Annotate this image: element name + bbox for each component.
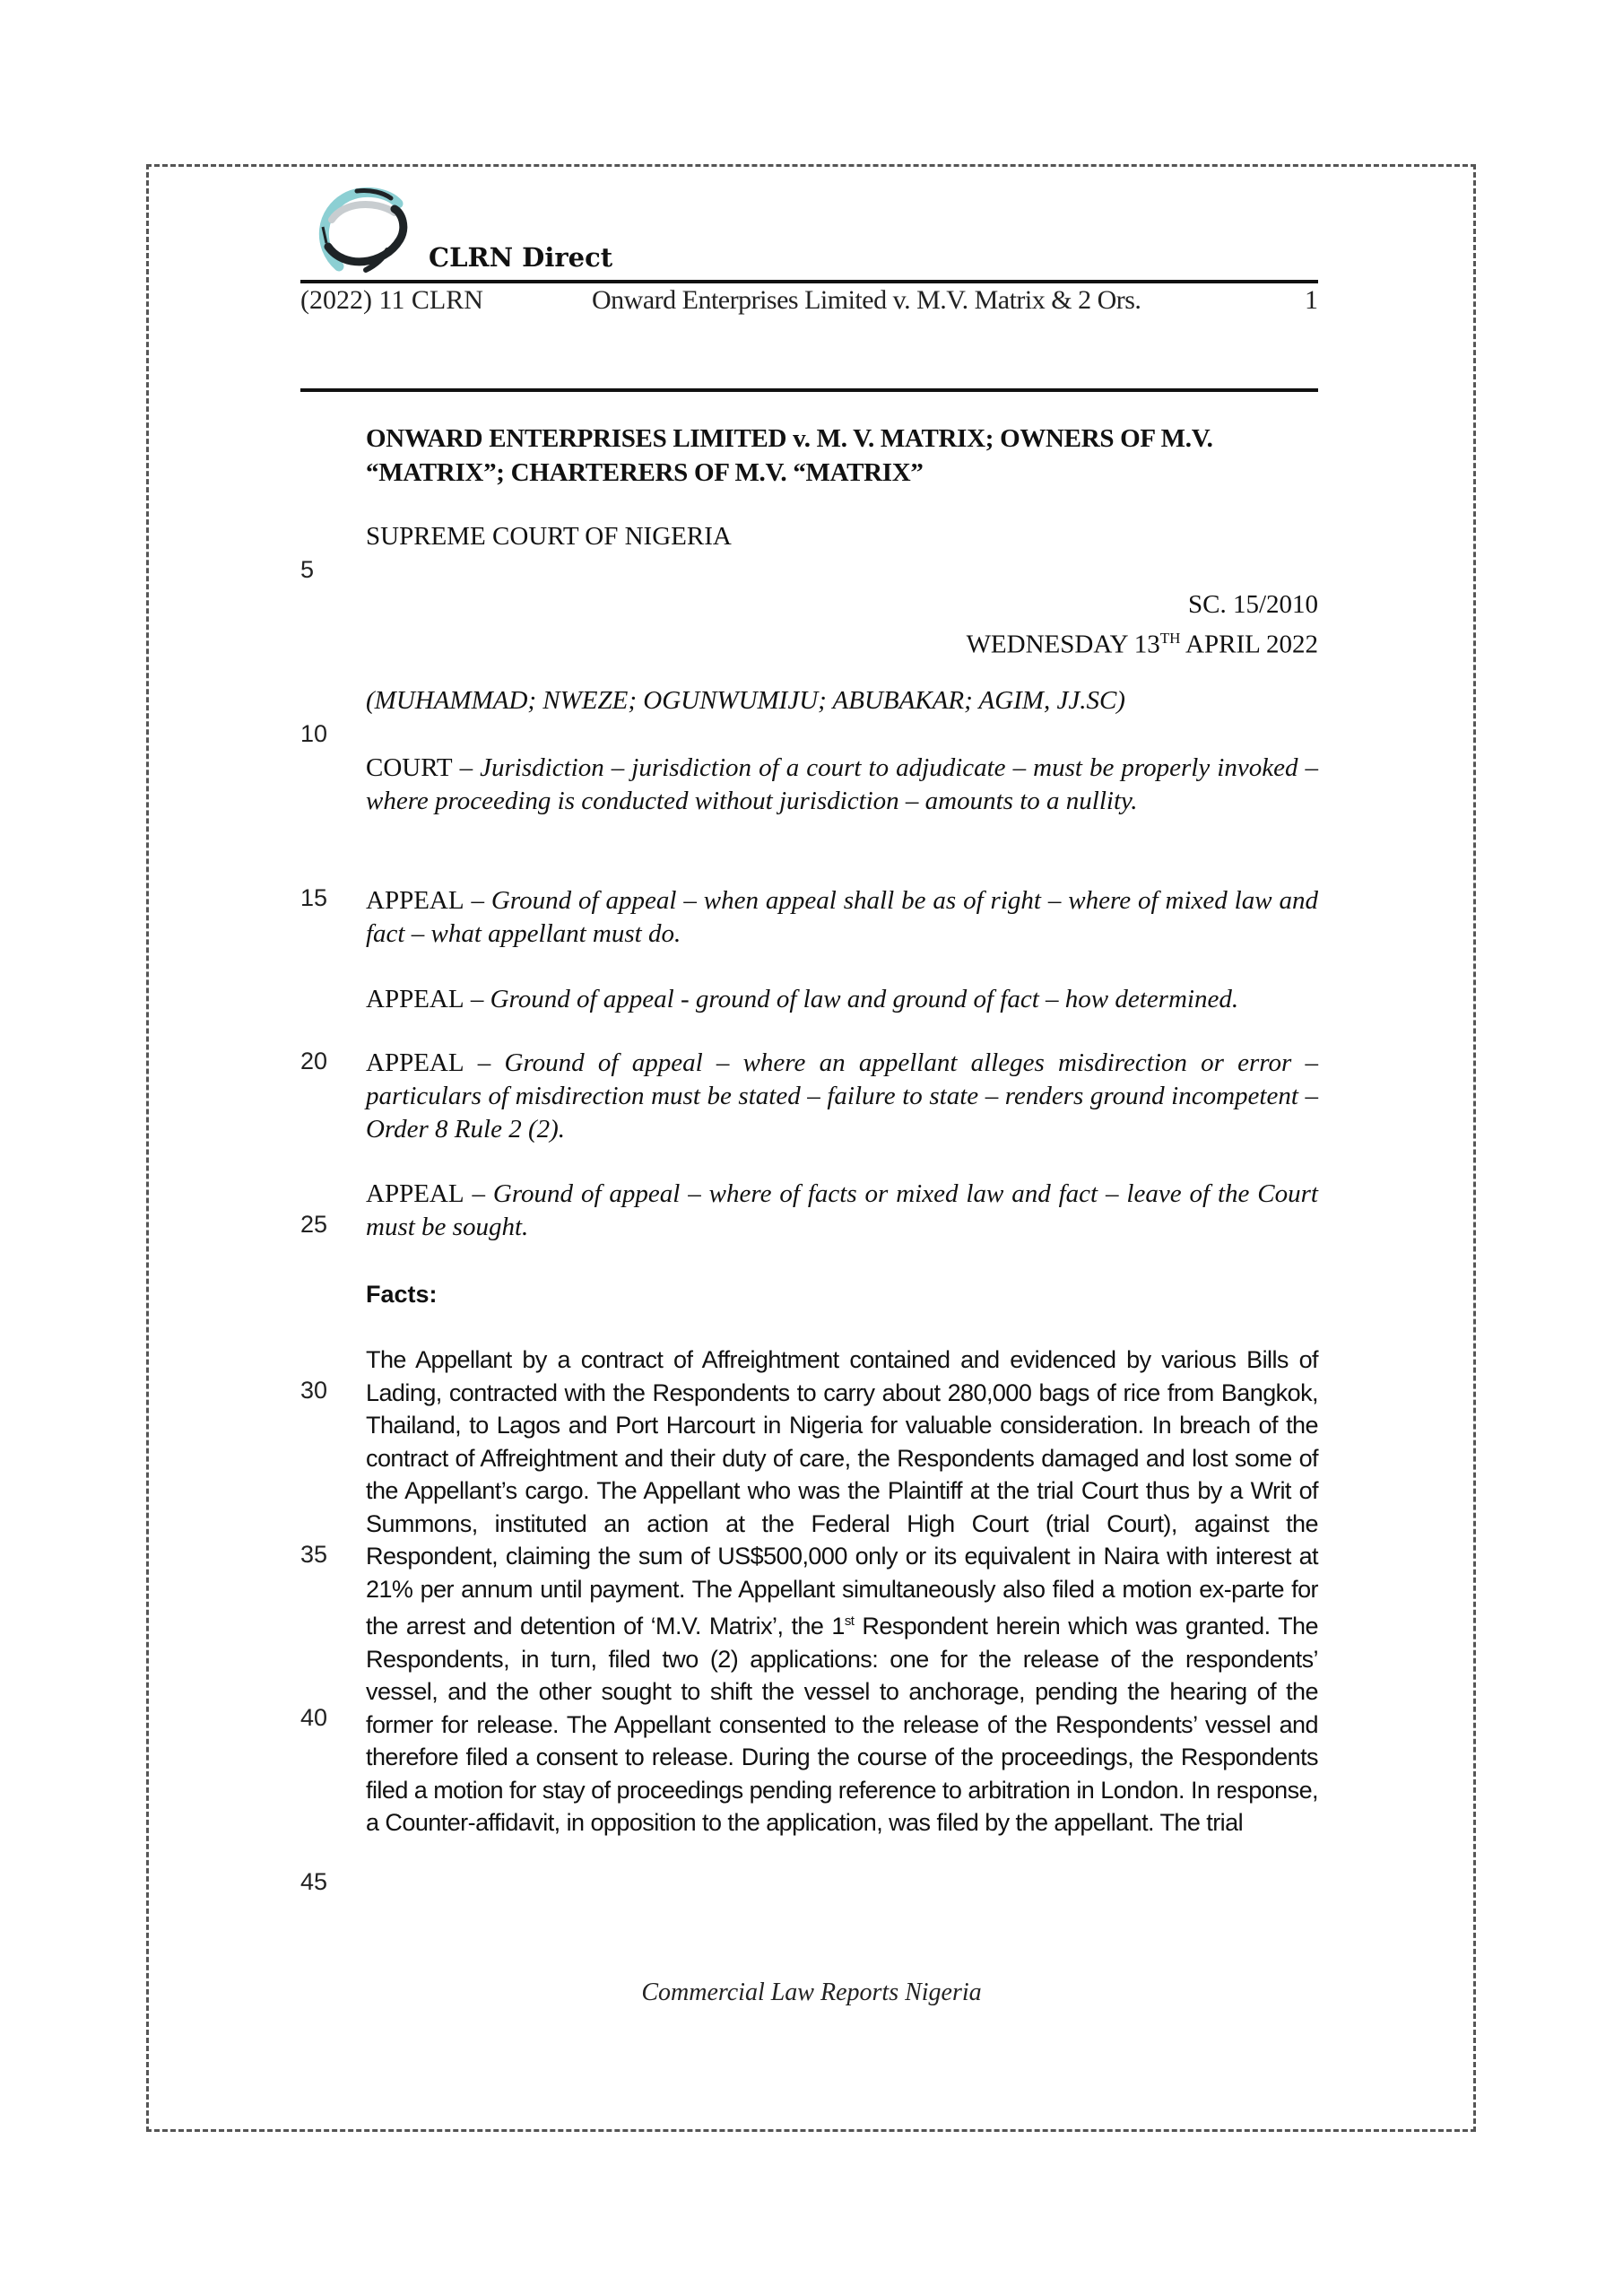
running-head <box>300 285 1318 321</box>
suit-number: SC. 15/2010 <box>1187 590 1318 619</box>
line-number: 5 <box>300 556 315 583</box>
catchword: APPEAL – Ground of appeal – where of facts or mixed law and fact – leave of the Court must be sought. <box>366 1179 1318 1241</box>
line-number: 45 <box>300 1868 328 1895</box>
court-name: SUPREME COURT OF NIGERIA <box>366 522 732 551</box>
brand-name: CLRN Direct <box>429 242 613 273</box>
catchword: COURT – Jurisdiction – jurisdiction of a court to adjudicate – must be properly invoked – where proceeding is conducted without jurisdiction – amounts to a nullity. <box>366 753 1318 815</box>
page-number: 1 <box>1305 285 1318 315</box>
clrn-logo-icon <box>312 184 411 278</box>
catchword: APPEAL – Ground of appeal – where an appellant alleges misdirection or error – particulars of misdirection must be stated – failure to state – renders ground incompetent – Order 8 Rule 2 (2). <box>366 1048 1318 1144</box>
citation: (2022) 11 CLRN <box>300 285 483 315</box>
facts-body: The Appellant by a contract of Affreightment contained and evidenced by various Bills of Lading, contracted with the Respondents to carry about 280,000 bags of rice from Bangkok, Thailand, to Lagos and Port Harcourt in Nigeria for valuable consideration. In breach of the contract of Affreightment and their duty of care, the Respondents damaged and lost some of the Appellant’s cargo. The Appellant who was the Plaintiff at the trial Court thus by a Writ of Summons, instituted an action at the Federal High Court (trial Court), against the Respondent, claiming the sum of US$500,000 only or its equivalent in Naira with interest at 21% per annum until payment. The Appellant simultaneously also filed a motion ex-parte for the arrest and detention of ‘M.V. Matrix’, the 1st Respondent herein which was granted. The Respondents, in turn, filed two (2) applications: one for the release of the respondents’ vessel, and the other sought to shift the vessel to anchorage, pending the hearing of the former for release. The Appellant consented to the release of the Respondents’ vessel and therefore filed a consent to release. During the course of the proceedings, the Respondents filed a motion for stay of proceedings pending reference to arbitration in London. In response, a Counter-affidavit, in opposition to the application, was filed by the appellant. The trial <box>366 1346 1318 1836</box>
suit-details <box>967 587 1318 662</box>
coram: (MUHAMMAD; NWEZE; OGUNWUMIJU; ABUBAKAR; AGIM, JJ.SC) <box>366 686 1125 715</box>
judgment-date: WEDNESDAY 13TH APRIL 2022 <box>966 630 1318 659</box>
line-number: 20 <box>300 1048 328 1074</box>
catchword: APPEAL – Ground of appeal – when appeal shall be as of right – where of mixed law and fact – what appellant must do. <box>366 886 1318 948</box>
line-number: 40 <box>300 1704 328 1731</box>
facts-heading: Facts: <box>366 1281 438 1308</box>
line-number: 35 <box>300 1541 328 1568</box>
case-short-title: Onward Enterprises Limited v. M.V. Matrix & 2 Ors. <box>592 285 1141 315</box>
line-number: 15 <box>300 884 328 911</box>
line-number: 30 <box>300 1377 328 1404</box>
case-title: ONWARD ENTERPRISES LIMITED v. M. V. MATRIX; OWNERS OF M.V. “MATRIX”; CHARTERERS OF M.V. “MATRIX” <box>366 424 1213 487</box>
line-number: 10 <box>300 720 328 747</box>
section-rule <box>300 388 1318 392</box>
footer-publication: Commercial Law Reports Nigeria <box>641 1979 982 2006</box>
catchword: APPEAL – Ground of appeal - ground of law and ground of fact – how determined. <box>366 985 1239 1013</box>
header-rule <box>300 280 1318 283</box>
line-number: 25 <box>300 1211 328 1238</box>
